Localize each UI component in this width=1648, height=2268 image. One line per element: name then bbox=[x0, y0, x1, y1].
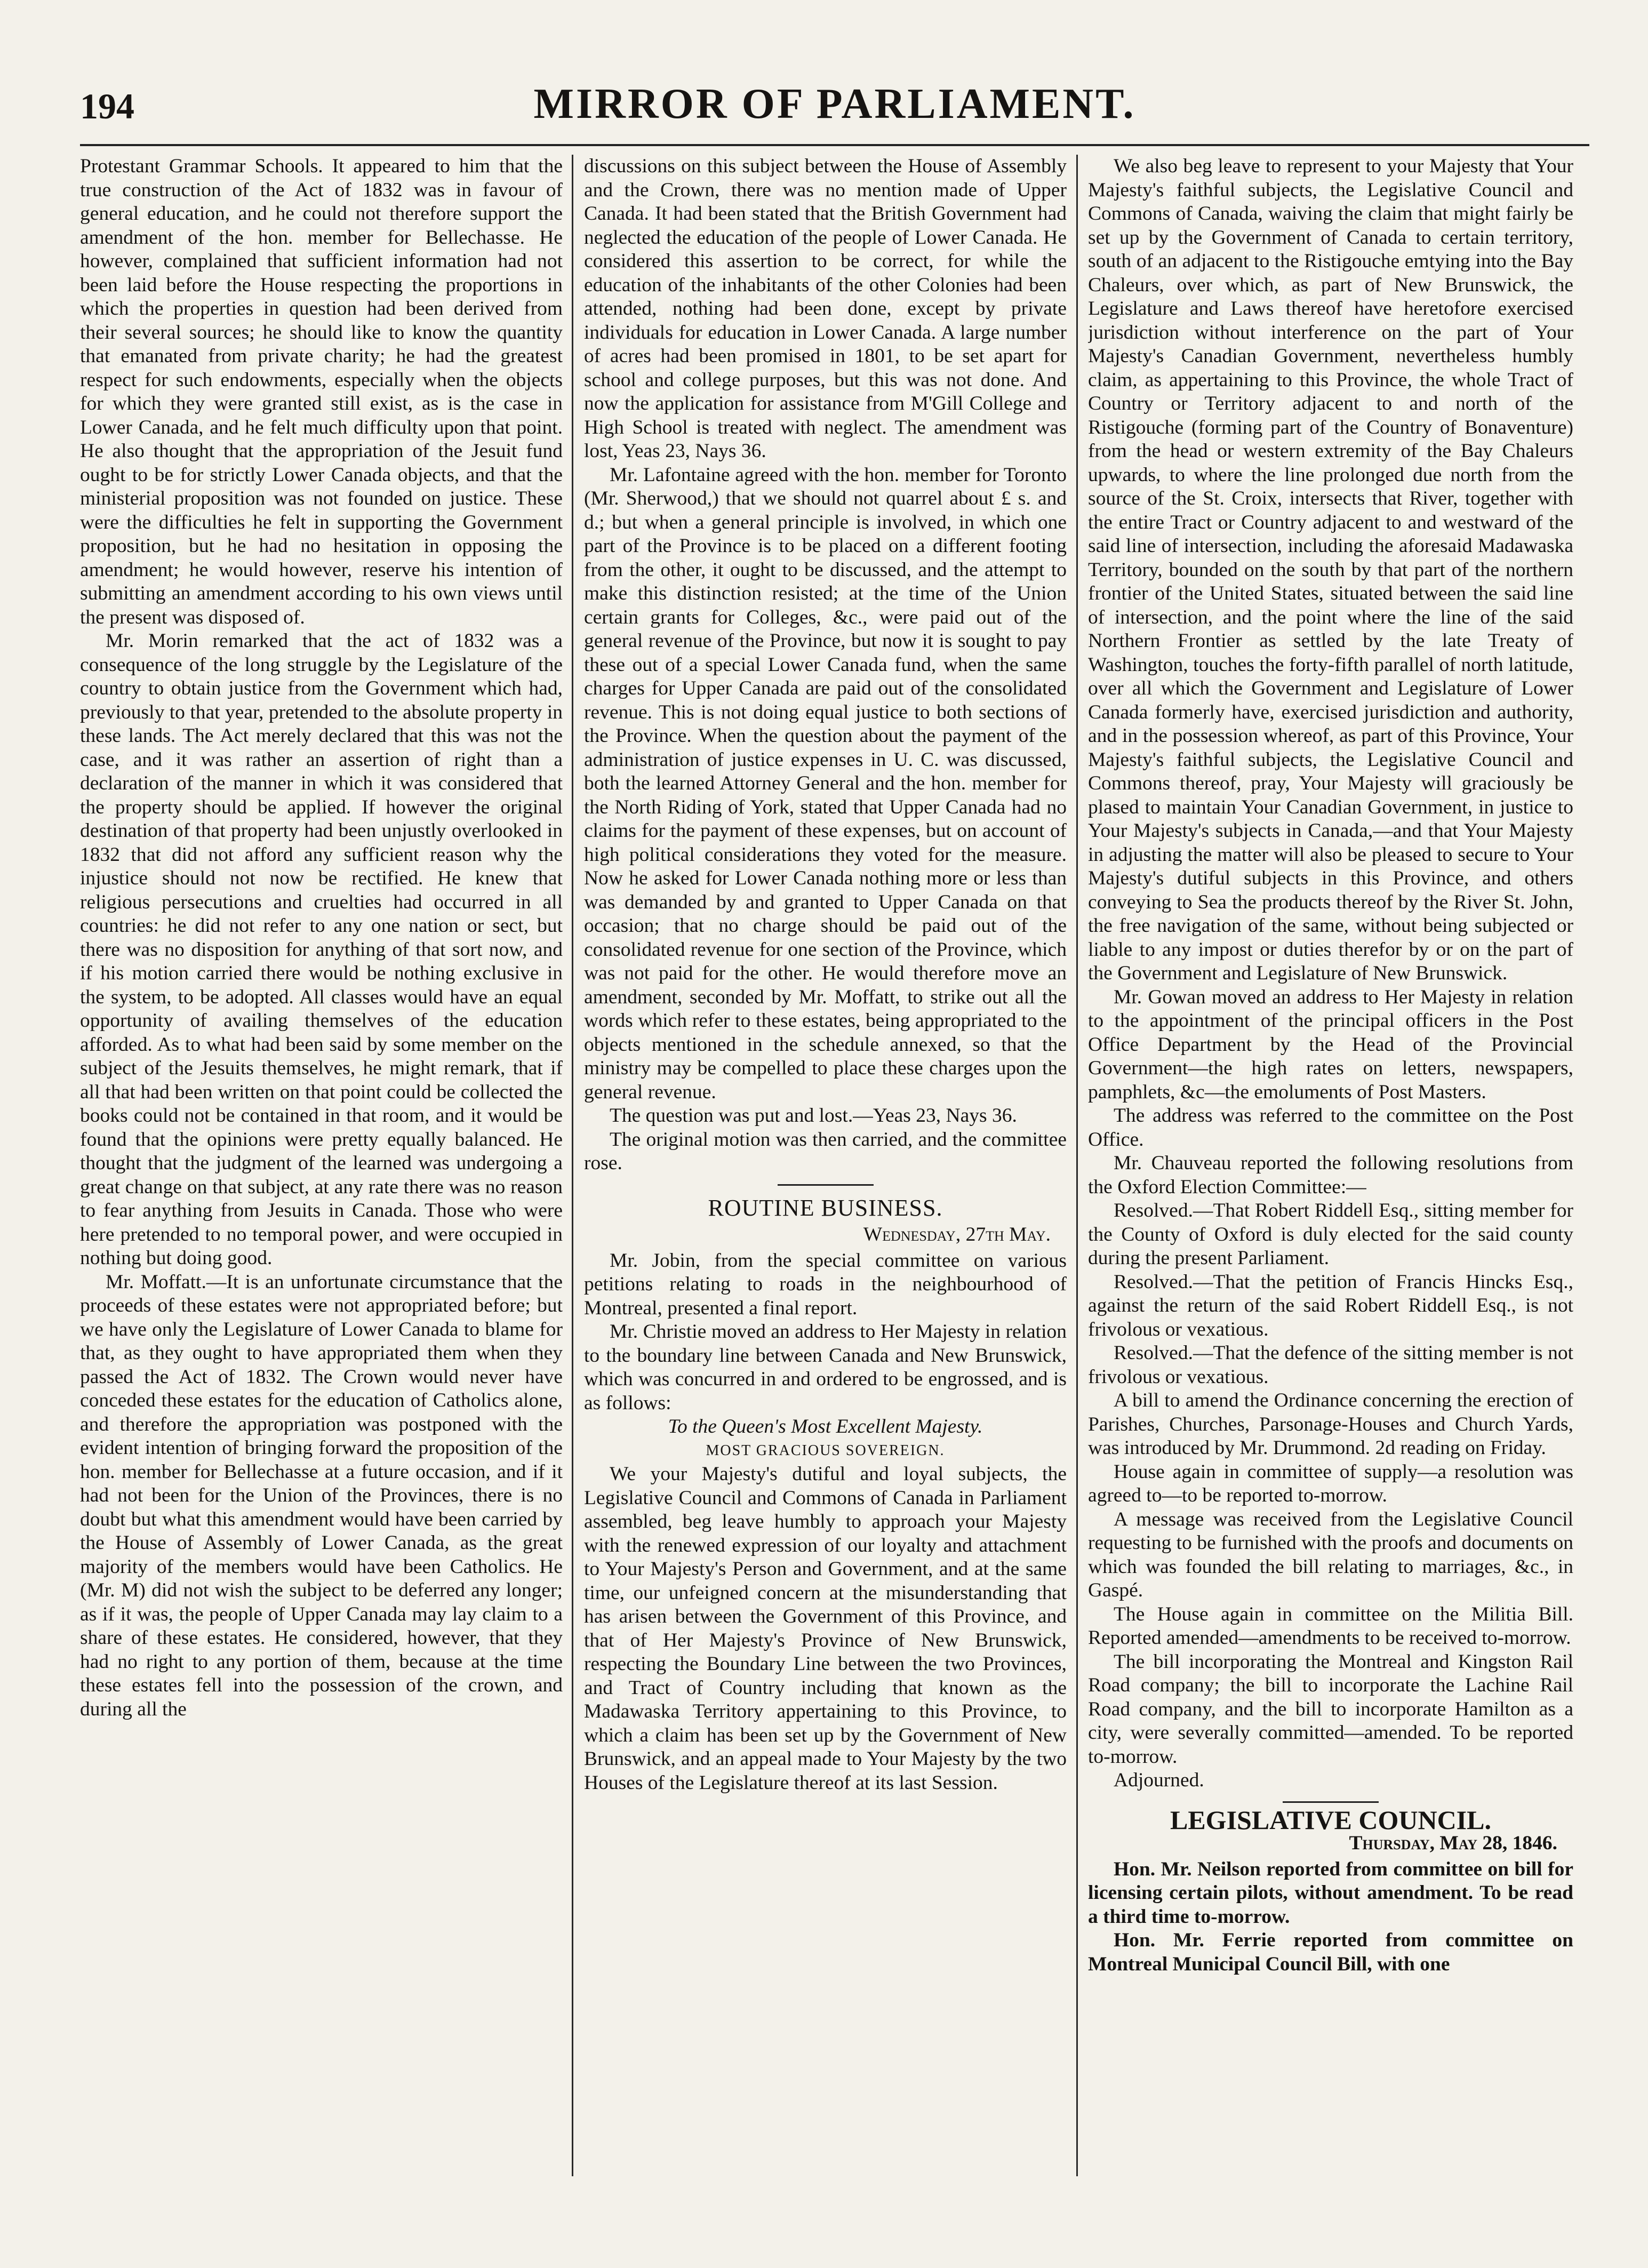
paragraph: We also beg leave to represent to your Majesty that Your Majesty's faithful subjects, the Legislative Council and Commons of Canada, waiving the claim that might fairly be set up by the Government of Canada to certain territory, south of an adjacent to the Ristigouche emtying into the Bay Chaleurs, over which, as part of New Brunswick, the Legislature and Laws thereof have heretofore exercised jurisdiction without interference on the part of Your Majesty's Canadian Government, nevertheless humbly claim, as appertaining to this Province, the whole Tract of Country or Territory adjacent to and north of the Ristigouche (forming part of the Country of Bonaventure) from the head or western extremity of the Bay Chaleurs upwards, to where the line prolonged due north from the source of the St. Croix, intersects that River, together with the entire Tract or Country adjacent to and westward of the said line of intersection, including the aforesaid Madawaska Territory, bounded on the south by that part of the northern frontier of the United States, situated between the said line of intersection, and the point where the line of the said Northern Frontier as settled by the late Treaty of Washington, touches the forty-fifth parallel of north latitude, over all which the Government and Legislature of Lower Canada formerly have, exercised jurisdiction and authority, and in the possession whereof, as part of this Province, Your Majesty's faithful subjects, the Legislative Council and Commons thereof, pray, Your Majesty will graciously be plased to maintain Your Canadian Government, in justice to Your Majesty's subjects in Canada,—and that Your Majesty in adjusting the matter will also be pleased to secure to Your Majesty's dutiful subjects in this Province, and others conveying to Sea the products thereof by the River St. John, the free navigation of the same, without being subjected or liable to any impost or duties therefor by or on the part of the Government and Legislature of New Brunswick. bbox=[1088, 155, 1573, 984]
column-divider bbox=[1076, 155, 1078, 2176]
section-heading: LEGISLATIVE COUNCIL. bbox=[1170, 1804, 1491, 1835]
paragraph: Mr. Lafontaine agreed with the hon. member for Toronto (Mr. Sherwood,) that we should not quarrel about £ s. and d.; but when a general principle is involved, in which one part of the Province is to be placed on a different footing from the other, it ought to be discussed, and the attempt to make this distinction resisted; at the time of the Union certain grants for Colleges, &c., were paid out of the general revenue of the Province, but now it is sought to pay these out of a special Lower Canada fund, when the same charges for Upper Canada are paid out of the consolidated revenue. This is not doing equal justice to both sections of the Province. When the question about the payment of the administration of justice expenses in U. C. was discussed, both the learned Attorney General and the hon. member for the North Riding of York, stated that Upper Canada had no claims for the payment of these expenses, but on account of high political considerations they voted for the measure. Now he asked for Lower Canada nothing more or less than was demanded by and granted to Upper Canada on that occasion; that no charge should be paid out of the consolidated revenue for one section of the Province, which was not paid for the other. He would therefore move an amendment, seconded by Mr. Moffatt, to strike out all the words which refer to these estates, being appropriated to the objects mentioned in the schedule annexed, so that the ministry may be compelled to place these charges upon the general revenue. bbox=[584, 464, 1067, 1103]
text-columns bbox=[80, 155, 1589, 2182]
paragraph: A bill to amend the Ordinance concerning the erection of Parishes, Churches, Parsonage-Houses and Church Yards, was introduced by Mr. Drummond. 2d reading on Friday. bbox=[1088, 1389, 1573, 1459]
paragraph: The House again in committee on the Militia Bill. Reported amended—amendments to be received to-morrow. bbox=[1088, 1603, 1573, 1649]
paragraph: Resolved.—That Robert Riddell Esq., sitting member for the County of Oxford is duly elected for the said county during the present Parliament. bbox=[1088, 1200, 1573, 1269]
dateline: Wednesday, 27th May. bbox=[863, 1224, 1051, 1245]
paragraph: discussions on this subject between the House of Assembly and the Crown, there was no mention made of Upper Canada. It had been stated that the British Government had neglected the education of the people of Lower Canada. He considered this assertion to be correct, for while the education of the inhabitants of the other Colonies had been attended, nothing had been done, except by private individuals for education in Lower Canada. A large number of acres had been promised in 1801, to be set apart for school and college purposes, but this was not done. And now the application for assistance from M'Gill College and High School is treated with neglect. The amendment was lost, Yeas 23, Nays 36. bbox=[584, 155, 1067, 462]
paragraph: Resolved.—That the defence of the sitting member is not frivolous or vexatious. bbox=[1088, 1342, 1573, 1388]
paragraph: We your Majesty's dutiful and loyal subjects, the Legislative Council and Commons of Canada in Parliament assembled, beg leave humbly to approach your Majesty with the renewed expression of our loyalty and attachment to Your Majesty's Person and Government, and at the same time, our unfeigned concern at the misunderstanding that has arisen between the Government of this Province, and that of Her Majesty's Province of New Brunswick, respecting the Boundary Line between the two Provinces, and Tract of Country including that known as the Madawaska Territory appertaining to this Province, to which a claim has been set up by the Government of New Brunswick, and an appeal made to Your Majesty by the two Houses of the Legislature thereof at its last Session. bbox=[584, 1463, 1067, 1794]
address-title: To the Queen's Most Excellent Majesty. bbox=[668, 1416, 983, 1438]
paragraph: House again in committee of supply—a resolution was agreed to—to be reported to-morrow. bbox=[1088, 1460, 1573, 1506]
salutation: MOST GRACIOUS SOVEREIGN. bbox=[706, 1442, 945, 1459]
section-rule bbox=[1283, 1801, 1379, 1803]
paragraph: Hon. Mr. Neilson reported from committee on bill for licensing certain pilots, without amendment. To be read a third time to-morrow. bbox=[1088, 1858, 1573, 1928]
paragraph: The original motion was then carried, and the committee rose. bbox=[584, 1128, 1067, 1174]
paragraph: The address was referred to the committee on the Post Office. bbox=[1088, 1105, 1573, 1151]
paragraph: Hon. Mr. Ferrie reported from committee on Montreal Municipal Council Bill, with one bbox=[1088, 1929, 1573, 1975]
section-heading: ROUTINE BUSINESS. bbox=[708, 1194, 943, 1221]
paragraph: Adjourned. bbox=[1114, 1769, 1204, 1791]
column-1 bbox=[80, 155, 563, 2176]
paragraph: Protestant Grammar Schools. It appeared to him that the true construction of the Act of 1832 was in favour of general education, and he could not therefore support the amendment of the hon. member for Bellechasse. He however, complained that sufficient information had not been laid before the House respecting the proportions in which the properties in question had been derived from their several sources; he should like to know the quantity that emanated from private charity; he had the greatest respect for such endowments, especially when the objects for which they were granted still exist, as is the case in Lower Canada, and he felt much difficulty upon that point. He also thought that the appropriation of the Jesuit fund ought to be for strictly Lower Canada objects, and that the ministerial proposition was not founded on justice. These were the difficulties he felt in supporting the Government proposition, but he had no hesitation in opposing the amendment; he would however, reserve his intention of submitting an amendment according to his own views until the present was disposed of. bbox=[80, 155, 563, 628]
section-rule bbox=[778, 1184, 874, 1186]
paragraph: Mr. Moffatt.—It is an unfortunate circumstance that the proceeds of these estates were not appropriated before; but we have only the Legislature of Lower Canada to blame for that, as they ought to have appropriated them when they passed the Act of 1832. The Crown would never have conceded these estates for the education of Catholics alone, and therefore the appropriation was postponed with the evident intention of bringing forward the proposition of the hon. member for Bellechasse at a future occasion, and if it had not been for the Union of the Provinces, there is no doubt but what this amendment would have been carried by the House of Assembly of Lower Canada, as the great majority of the members would have been Catholics. He (Mr. M) did not wish the subject to be deferred any longer; as if it was, the people of Upper Canada may lay claim to a share of these estates. He considered, however, that they had no right to any portion of them, because at the time these estates fell into the possession of the crown, and during all the bbox=[80, 1271, 563, 1720]
dateline: Thursday, May 28, 1846. bbox=[1349, 1832, 1557, 1854]
paragraph: The question was put and lost.—Yeas 23, Nays 36. bbox=[610, 1105, 1017, 1127]
paragraph: Mr. Chauveau reported the following resolutions from the Oxford Election Committee:— bbox=[1088, 1152, 1573, 1198]
page-number: 194 bbox=[80, 86, 134, 126]
paragraph: Mr. Jobin, from the special committee on various petitions relating to roads in the neighbourhood of Montreal, presented a final report. bbox=[584, 1249, 1067, 1319]
column-2 bbox=[584, 155, 1067, 2176]
paragraph: Mr. Christie moved an address to Her Majesty in relation to the boundary line between Canada and New Brunswick, which was concurred in and ordered to be engrossed, and is as follows: bbox=[584, 1321, 1067, 1414]
paragraph: Mr. Gowan moved an address to Her Majesty in relation to the appointment of the principal officers in the Post Office Department by the Head of the Provincial Government—the high rates on letters, newspapers, pamphlets, &c—the emoluments of Post Masters. bbox=[1088, 986, 1573, 1103]
paragraph: The bill incorporating the Montreal and Kingston Rail Road company; the bill to incorporate the Lachine Rail Road company, and the bill to incorporate Hamilton as a city, were severally committed—amended. To be reported to-morrow. bbox=[1088, 1650, 1573, 1768]
running-title: MIRROR OF PARLIAMENT. bbox=[533, 81, 1136, 127]
page-header bbox=[80, 80, 1589, 146]
paragraph: A message was received from the Legislative Council requesting to be furnished with the proofs and documents on which was founded the bill relating to marriages, &c., in Gaspé. bbox=[1088, 1508, 1573, 1601]
column-3 bbox=[1088, 155, 1573, 2176]
paragraph: Resolved.—That the petition of Francis Hincks Esq., against the return of the said Robert Riddell Esq., is not frivolous or vexatious. bbox=[1088, 1271, 1573, 1340]
column-divider bbox=[572, 155, 573, 2176]
paragraph: Mr. Morin remarked that the act of 1832 was a consequence of the long struggle by the Legislature of the country to obtain justice from the Government which had, previously to that year, pretended to the absolute property in these lands. The Act merely declared that this was not the case, and it was rather an assertion of right than a declaration of the manner in which it was considered that the property should be applied. If however the original destination of that property had been unjustly overlooked in 1832 that did not afford any sufficient reason why the injustice should not now be rectified. He knew that religious persecutions and cruelties had occurred in all countries: he did not refer to any one nation or sect, but there was no disposition for anything of that sort now, and if his motion carried there would be nothing exclusive in the system, to be adopted. All classes would have an equal opportunity of availing themselves of the education afforded. As to what had been said by some member on the subject of the Jesuits themselves, he might remark, that if all that had been written on that point could be collected the books could not be contained in that room, and it would be found that the opinions were pretty equally balanced. He thought that the judgment of the learned was undergoing a great change on that subject, at any rate there was no reason to fear anything from Jesuits in Canada. Those who were here pretended to no temporal power, and were occupied in nothing but doing good. bbox=[80, 630, 563, 1269]
